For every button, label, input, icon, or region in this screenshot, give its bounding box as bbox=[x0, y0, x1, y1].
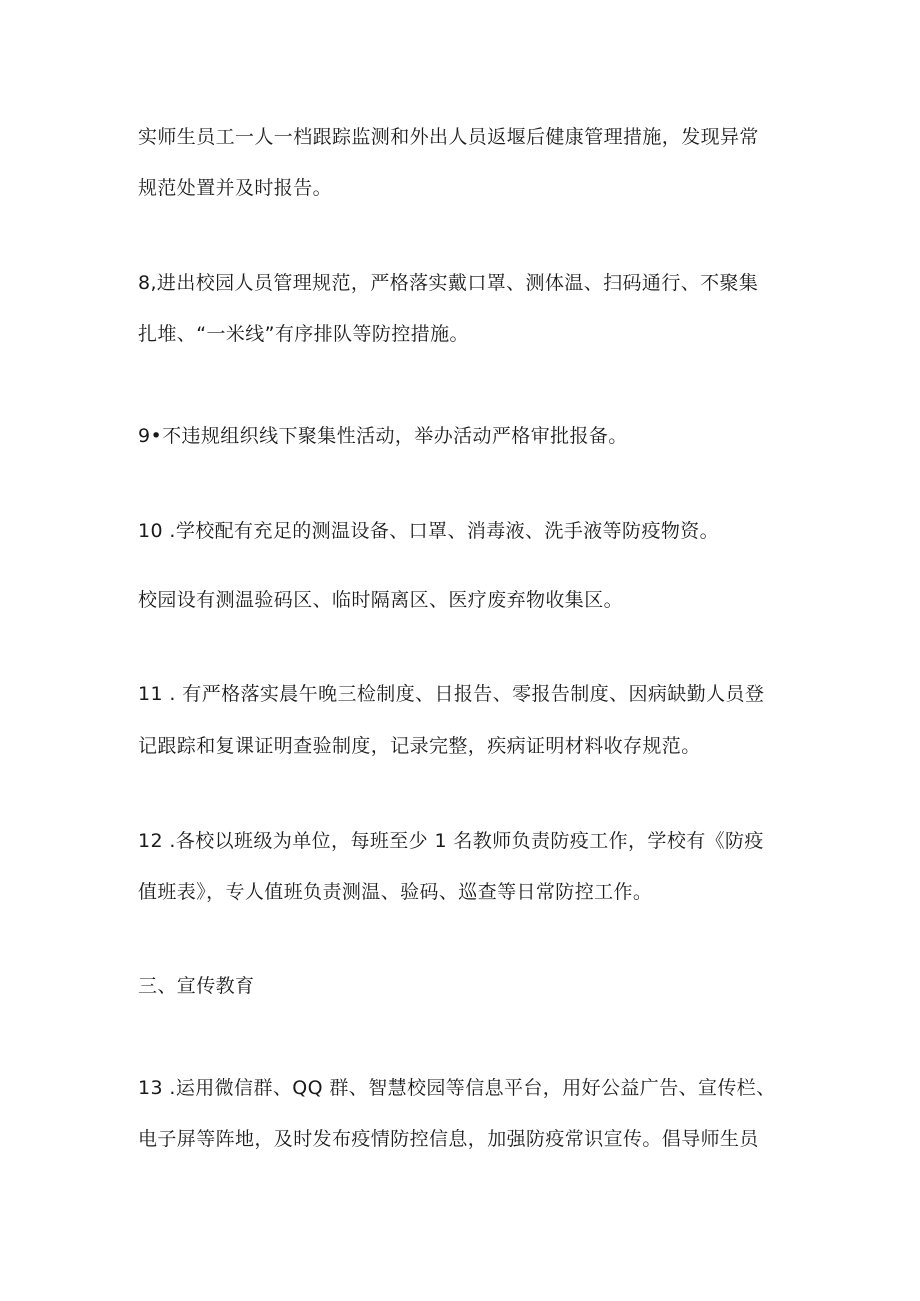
text-line: 记跟踪和复课证明查验制度，记录完整，疾病证明材料收存规范。 bbox=[138, 735, 701, 757]
text-line: 8,进出校园人员管理规范，严格落实戴口罩、测体温、扫码通行、不聚集 bbox=[138, 272, 759, 294]
text-line: 10 .学校配有充足的测温设备、口罩、消毒液、洗手液等防疫物资。 bbox=[138, 520, 720, 542]
text-line: 电子屏等阵地，及时发布疫情防控信息，加强防疫常识宣传。倡导师生员 bbox=[138, 1128, 759, 1150]
text-line: 值班表》，专人值班负责测温、验码、巡查等日常防控工作。 bbox=[138, 881, 653, 903]
text-line: 11 . 有严格落实晨午晚三检制度、日报告、零报告制度、因病缺勤人员登 bbox=[138, 683, 765, 705]
text-line: 13 .运用微信群、QQ 群、智慧校园等信息平台，用好公益广告、宣传栏、 bbox=[138, 1077, 776, 1099]
text-line: 9•不违规组织线下聚集性活动，举办活动严格审批报备。 bbox=[138, 425, 628, 447]
text-line: 实师生员工一人一档跟踪监测和外出人员返堰后健康管理措施，发现异常 bbox=[138, 126, 759, 148]
text-line: 校园设有测温验码区、临时隔离区、医疗废弃物收集区。 bbox=[138, 589, 624, 611]
section-heading: 三、宣传教育 bbox=[138, 975, 255, 997]
text-line: 扎堆、“一米线”有序排队等防控措施。 bbox=[138, 323, 469, 345]
text-line: 规范处置并及时报告。 bbox=[138, 177, 333, 199]
text-line: 12 .各校以班级为单位，每班至少 1 名教师负责防疫工作，学校有《防疫 bbox=[138, 830, 764, 852]
